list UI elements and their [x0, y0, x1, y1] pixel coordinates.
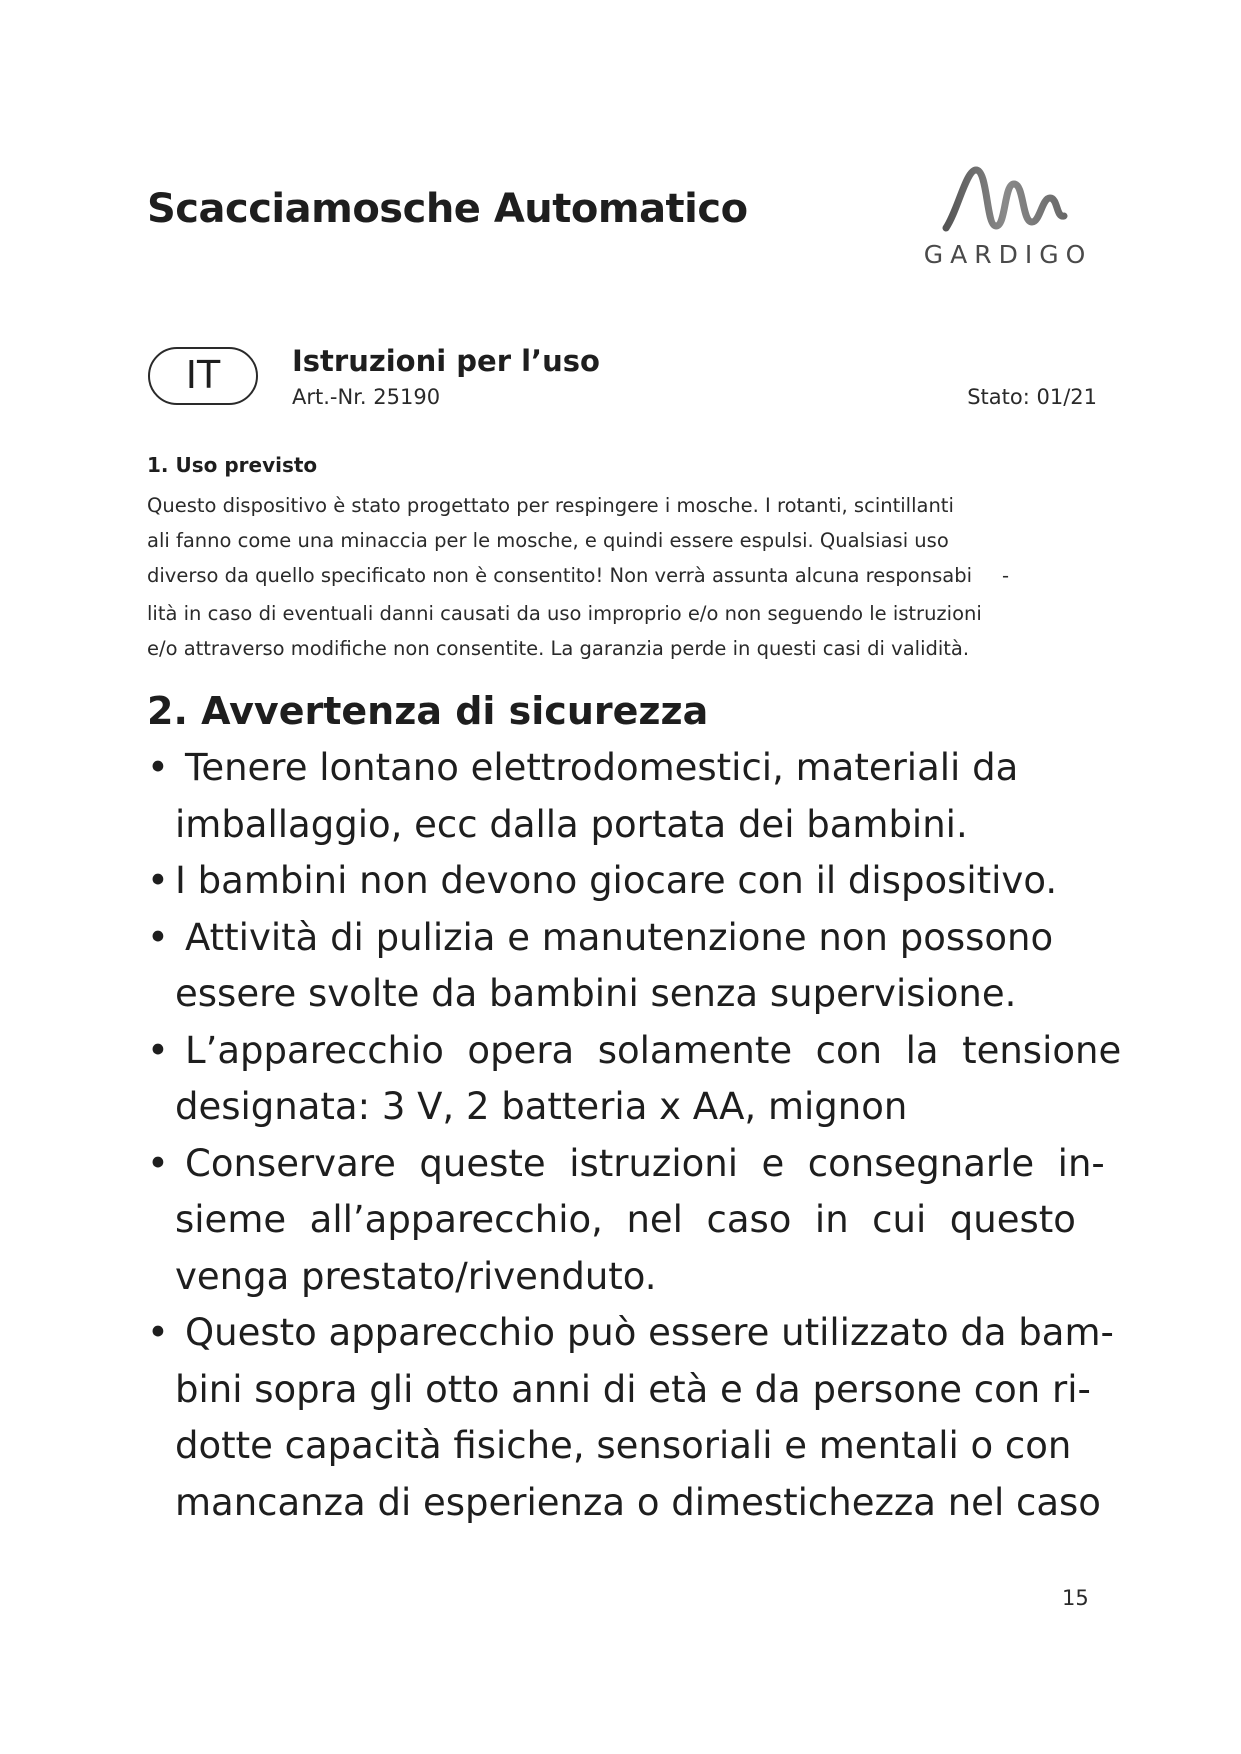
list-item-line: essere svolte da bambini senza supervisione. [175, 972, 1017, 1015]
list-item-line: sieme all’apparecchio, nel caso in cui questo [175, 1198, 1076, 1241]
paragraph-line: Questo dispositivo è stato progettato per respingere i mosche. I rotanti, scintillanti [147, 494, 954, 517]
gardigo-wave-logo-icon [938, 160, 1078, 235]
list-item-line: dotte capacità fisiche, sensoriali e mentali o con [175, 1424, 1072, 1467]
list-item-line: venga prestato/rivenduto. [175, 1254, 657, 1298]
list-item [147, 910, 1107, 1023]
revision-status: Stato: 01/21 [967, 385, 1097, 409]
list-item-line: bini sopra gli otto anni di età e da persone con ri- [175, 1367, 1091, 1411]
bullet-icon: • [147, 915, 169, 959]
list-item [147, 1305, 1114, 1531]
document-subtitle: Istruzioni per l’uso [292, 344, 600, 378]
intended-use-paragraph [147, 488, 1097, 666]
section-heading-intended-use: 1. Uso previsto [147, 453, 318, 477]
list-item-line: Conservare queste istruzioni e consegnarle in- [185, 1141, 1105, 1185]
bullet-icon: • [147, 1141, 169, 1185]
list-item-line: mancanza di esperienza o dimestichezza nel caso [175, 1480, 1101, 1524]
list-item [147, 1136, 1107, 1306]
list-item-line: designata: 3 V, 2 batteria x AA, mignon [175, 1085, 908, 1128]
article-number: Art.-Nr. 25190 [292, 385, 441, 409]
gardigo-logo [918, 160, 1098, 280]
logo-wordmark: GARDIGO [923, 240, 1093, 269]
paragraph-line: ali fanno come una minaccia per le mosche, e quindi essere espulsi. Qualsiasi uso [147, 529, 949, 552]
list-item-line: Attività di pulizia e manutenzione non possono [185, 915, 1054, 959]
paragraph-line: e/o attraverso modifiche non consentite. La garanzia perde in questi casi di validità. [147, 637, 970, 660]
bullet-icon: • [147, 859, 169, 902]
list-item-line: I bambini non devono giocare con il dispositivo. [175, 859, 1058, 902]
list-item-line: Tenere lontano elettrodomestici, materiali da [185, 746, 1019, 789]
section-heading-safety-warning: 2. Avvertenza di sicurezza [147, 689, 709, 733]
language-badge: IT [148, 347, 258, 405]
paragraph-line: lità in caso di eventuali danni causati da uso improprio e/o non seguendo le istruzioni [147, 602, 982, 625]
list-item [147, 853, 1107, 910]
list-item [147, 1023, 1122, 1136]
list-item-line: Questo apparecchio può essere utilizzato da bam- [185, 1311, 1114, 1354]
bullet-icon: • [147, 746, 169, 789]
list-item-line: imballaggio, ecc dalla portata dei bambini. [175, 802, 968, 846]
list-item [147, 740, 1107, 853]
list-item-line: L’apparecchio opera solamente con la tensione [185, 1028, 1122, 1072]
page-title: Scacciamosche Automatico [147, 186, 748, 232]
bullet-icon: • [147, 1311, 169, 1354]
line-hyphen: - [1002, 564, 1010, 587]
page-number: 15 [1062, 1586, 1089, 1610]
paragraph-line-text: diverso da quello specificato non è consentito! Non verrà assunta alcuna responsabi [147, 564, 972, 587]
safety-warning-list [147, 740, 1122, 1531]
paragraph-line [147, 558, 1097, 596]
bullet-icon: • [147, 1028, 169, 1072]
